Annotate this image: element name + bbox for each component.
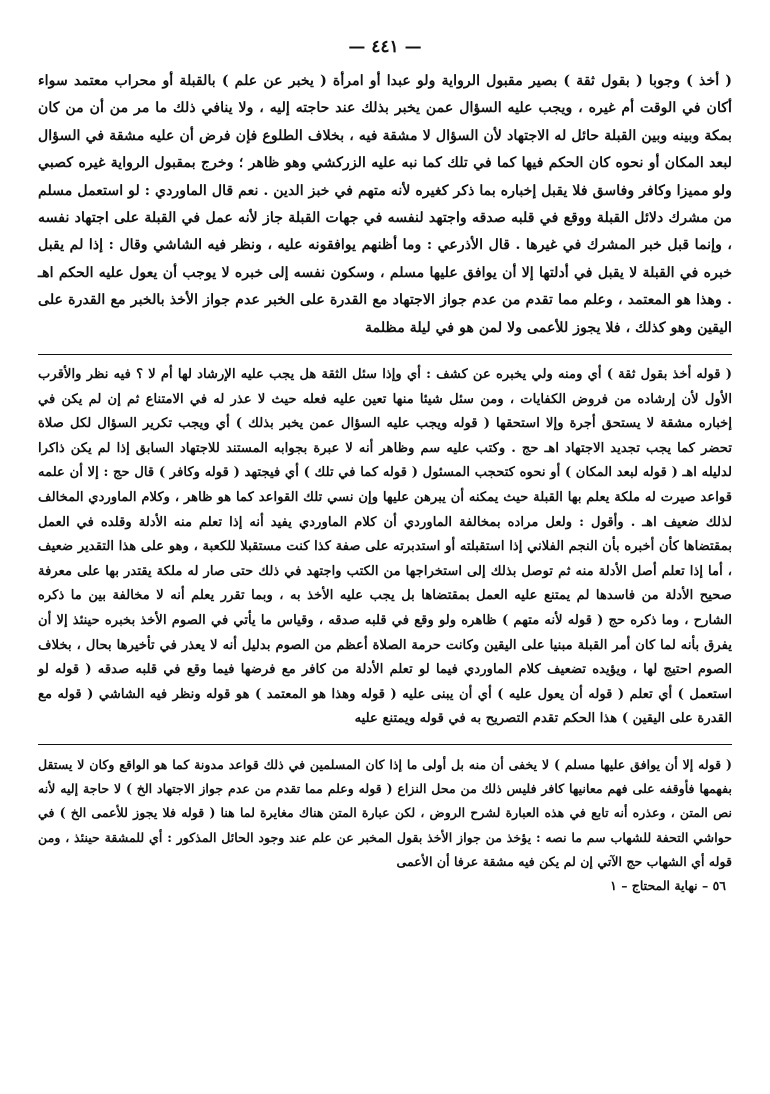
main-text [38, 68, 732, 342]
commentary-paragraph-2: ( قوله إلا أن يوافق عليها مسلم ) لا يخفى أن منه بل أولى ما إذا كان المسلمين في ذلك قواعد مدونة كما هو الواقع وكان لا يستقل بفهمها فأوقفه على فهم معانيها كافر فليس ذلك من محل النزاع ( قوله وعلم مما تقدم من عدم جواز الاجتهاد الخ ) لا حاجة إليه لأنه نص المتن ، وعذره أنه تابع في هذه العبارة لشرح الروض ، لكن عبارة المتن هناك مغايرة لما هنا ( قوله فلا يجوز للأعمى الخ ) في حواشي التحفة للشهاب سم ما نصه : يؤخذ من جواز الأخذ بقول المخبر عن علم عند وجود الحائل المذكور : أي للمشقة حينئذ ، ومن قوله أي الشهاب حج الآتي إن لم يكن فيه مشقة عرفا أن الأعمى [38, 756, 732, 869]
page-number: — ٤٤١ — [348, 37, 422, 57]
page-footer: ٥٦ – نهاية المحتاج – ١ [610, 877, 726, 893]
document-page [38, 30, 732, 1070]
main-paragraph: ( أخذ ) وجوبا ( بقول ثقة ) بصير مقبول الرواية ولو عبدا أو امرأة ( يخبر عن علم ) بالقبلة أو محراب معتمد سواء أكان في الوقت أم غيره ، ويجب عليه السؤال عمن يخبر بذلك عند حاجته إليه ، ولا ينافي ذلك ما مر من أن من كان بمكة وبينه وبين القبلة حائل له الاجتهاد لأن السؤال لا مشقة فيه ، بخلاف الطلوع فإن فرض أن عليه مشقة في السؤال لبعد المكان أو نحوه كان الحكم فيها كما في تلك كما نبه عليه الزركشي وهو ظاهر ؛ وخرج بمقبول الرواية غيره كصبي ولو مميزا وكافر وفاسق فلا يقبل إخباره بما ذكر كغيره لأنه متهم في خبز الدين . نعم قال الماوردي : لو استعمل مسلم من مشرك دلائل القبلة ووقع في قلبه صدقه واجتهد لنفسه في جهات القبلة جاز لأنه عمل في القبلة على اجتهاد نفسه ، وإنما قبل خبر المشرك في غيرها . قال الأذرعي : وما أظنهم يوافقونه عليه ، ونظر فيه الشاشي وقال : إذا لم يقبل خبره في القبلة لا يقبل في أدلتها إلا أن يوافق عليها مسلم ، وسكون نفسه إلى خبره لا يوجب أن يعول عليه الحكم اهـ . وهذا هو المعتمد ، وعلم مما تقدم من عدم جواز الاجتهاد مع القدرة على الخبر عدم جواز الأخذ بالخبر مع القدرة على اليقين وهو كذلك ، فلا يجوز للأعمى ولا لمن هو في ليلة مظلمة [38, 73, 732, 336]
divider-rule-2 [38, 744, 732, 745]
commentary-section-1 [38, 363, 732, 732]
divider-rule [38, 354, 732, 355]
commentary-paragraph: ( قوله أخذ بقول ثقة ) أي ومنه ولي يخبره عن كشف : أي وإذا سئل الثقة هل يجب عليه الإرشاد لها أم لا ؟ فيه نظر والأقرب الأول لأن إرشاده من فروض الكفايات ، ومن سئل شيئا منها تعين عليه فعله حيث لا عذر له في الامتناع ثم إن لم يكن في إخباره مشقة لا يستحق أجرة وإلا استحقها ( قوله ويجب عليه السؤال عمن يخبر بذلك ) أي ويجب تكرير السؤال لكل صلاة تحضر كما يجب تجديد الاجتهاد اهـ حج . وكتب عليه سم وظاهر أنه لا عبرة بجوابه المستند للاجتهاد السابق إذا لم يكن ذاكرا لدليله اهـ ( قوله لبعد المكان ) أو نحوه كتحجب المسئول ( قوله كما في تلك ) أي فيجتهد ( قوله وكافر ) قال حج : إلا أن علمه قواعد صيرت له ملكة يعلم بها القبلة حيث يمكنه أن يبرهن عليها وإن نسي تلك القواعد كما هو ظاهر ، وكلام الماوردي المخالف لذلك ضعيف اهـ . وأقول : ولعل مراده بمخالفة الماوردي أن كلام الماوردي يفيد أنه إذا تعلم منه الأدلة وقلده في العمل بمقتضاها كأن أخبره بأن النجم الفلاني إذا استقبلته أو استدبرته على صفة كذا كنت مستقبلا للكعبة ، وهو على هذا التقدير ضعيف ، أما إذا تعلم أصل الأدلة منه ثم توصل بذلك إلى استخراجها من الكتب واجتهد في ذلك حتى صار له ملكة يقتدر بها على معرفة صحيح الأدلة من فاسدها لم يمتنع عليه العمل بمقتضاها بل يجب عليه الأخذ به ، وبما تقرر يعلم أنه لا مخالفة بين ما ذكره الشارح ، وما ذكره حج ( قوله لأنه متهم ) ظاهره ولو وقع في قلبه صدقه ، وقياس ما يأتي في الصوم الأخذ بخبره حينئذ إلا أن يفرق بأنه لما كان أمر القبلة مبنيا على اليقين وكانت حرمة الصلاة أعظم من الصوم بدليل أنه لا يعذر في تأخيرها بحال ، بخلاف الصوم احتيج لها ، ويؤيده تضعيف كلام الماوردي فيما لو تعلم الأدلة من كافر مع فرضها فيما وقع في قلبه صدقه ( قوله لو استعمل ) أي تعلم ( قوله أن يعول عليه ) أي أن يبنى عليه ( قوله وهذا هو المعتمد ) هو قوله ونظر فيه الشاشي ( قوله مع القدرة على اليقين ) هذا الحكم تقدم التصريح به في قوله ويمتنع عليه [38, 367, 732, 727]
commentary-section-2 [38, 753, 732, 874]
